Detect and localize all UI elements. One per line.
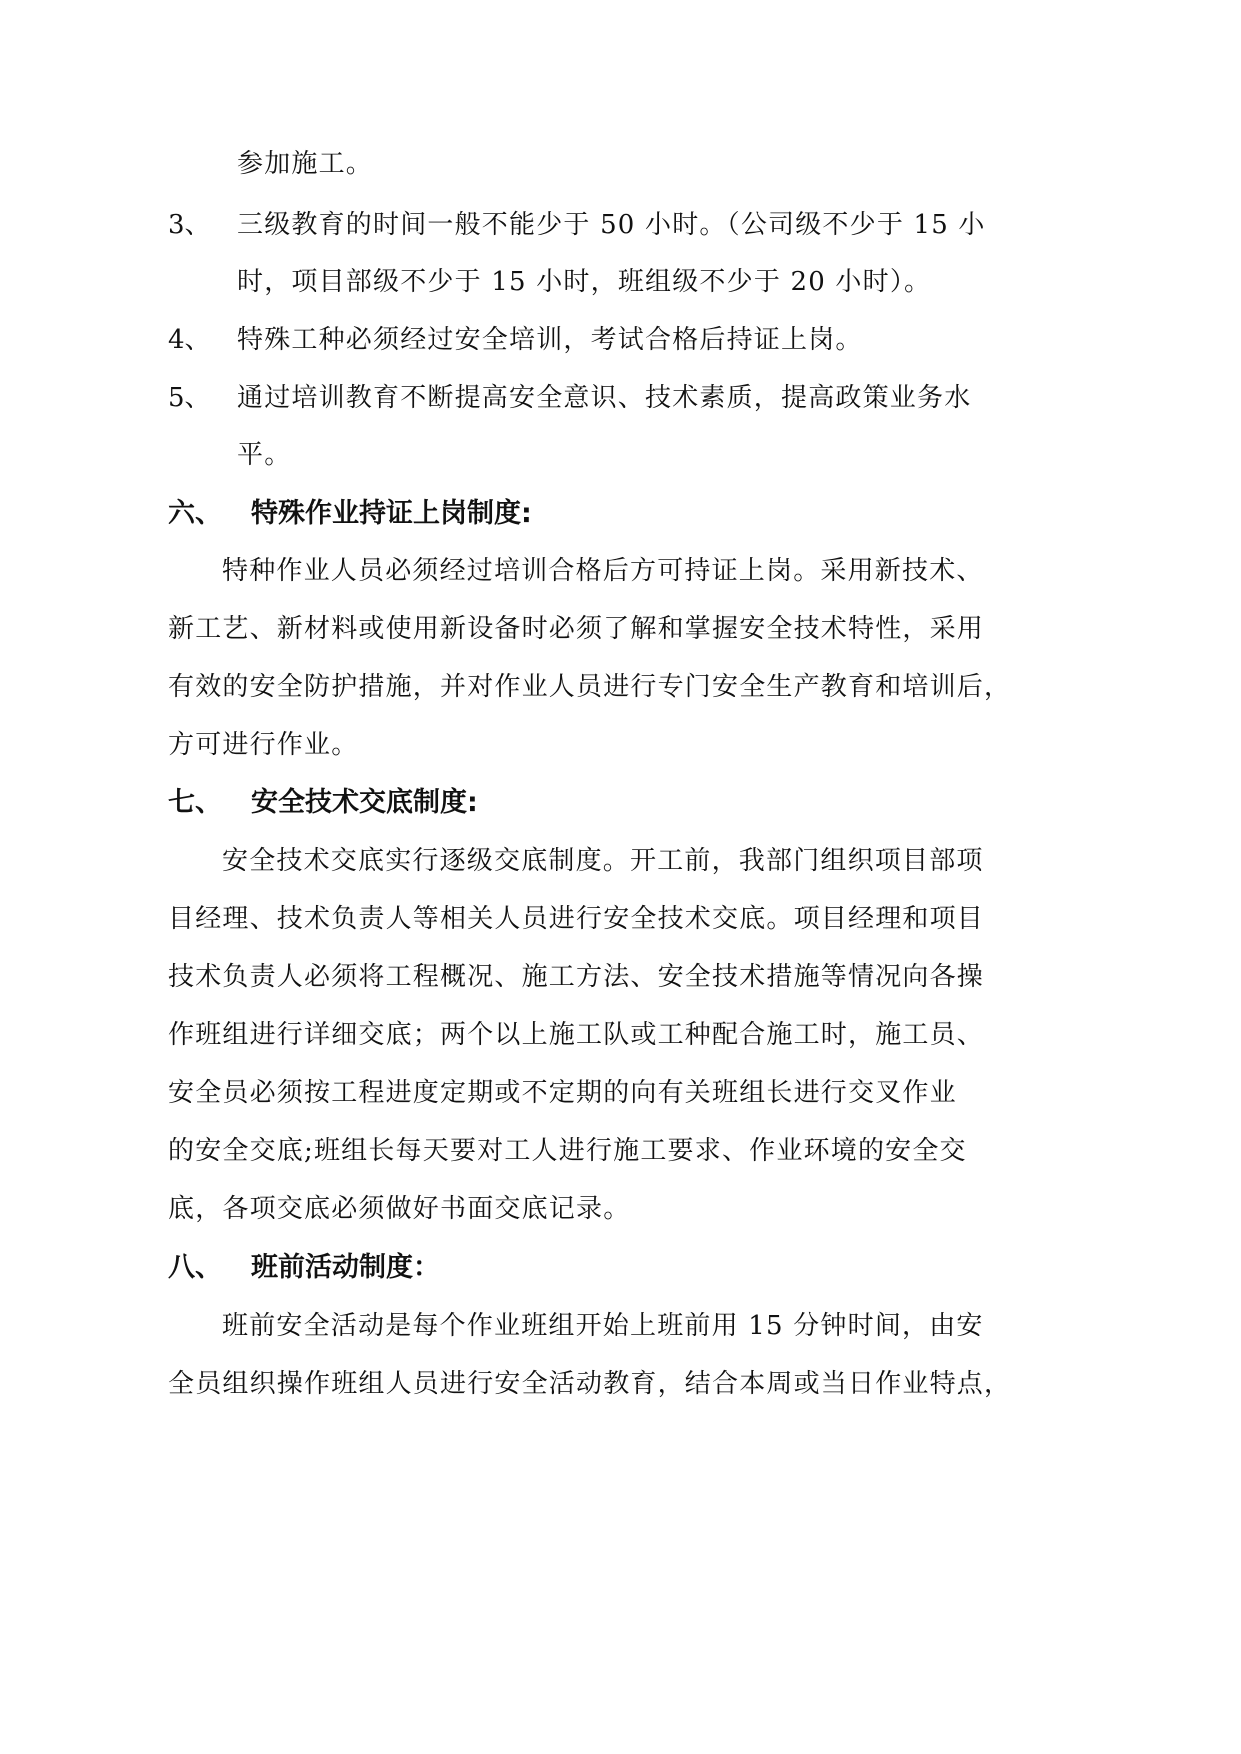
paragraph-line: 班前安全活动是每个作业班组开始上班前用 15 分钟时间，由安: [222, 1311, 984, 1341]
list-item-text: 特殊工种必须经过安全培训，考试合格后持证上岗。: [237, 325, 863, 355]
paragraph-line: 目经理、技术负责人等相关人员进行安全技术交底。项目经理和项目: [168, 904, 985, 934]
section-number: 六、: [168, 498, 222, 529]
section-title: 班前活动制度：: [251, 1252, 440, 1283]
section-heading: [168, 496, 532, 532]
paragraph-line: 技术负责人必须将工程概况、施工方法、安全技术措施等情况向各操: [168, 962, 985, 992]
section-heading: [168, 785, 478, 821]
list-item-number: 5、: [168, 383, 211, 413]
section-title: 安全技术交底制度:: [251, 787, 478, 818]
paragraph-line: 特种作业人员必须经过培训合格后方可持证上岗。采用新技术、: [222, 556, 984, 586]
list-item-number: 4、: [168, 325, 211, 355]
paragraph-line: 方可进行作业。: [168, 730, 359, 760]
paragraph-line: 安全员必须按工程进度定期或不定期的向有关班组长进行交叉作业: [168, 1078, 957, 1108]
list-item-continuation: 参加施工。: [237, 149, 374, 179]
section-title: 特殊作业持证上岗制度:: [251, 498, 532, 529]
list-item-number: 3、: [168, 210, 211, 240]
list-item-text: 通过培训教育不断提高安全意识、技术素质，提高政策业务水: [237, 383, 972, 413]
list-item-text: 三级教育的时间一般不能少于 50 小时。（公司级不少于 15 小: [237, 210, 986, 240]
section-number: 七、: [168, 787, 222, 818]
paragraph-line: 全员组织操作班组人员进行安全活动教育，结合本周或当日作业特点，: [168, 1369, 1012, 1399]
paragraph-line: 作班组进行详细交底；两个以上施工队或工种配合施工时，施工员、: [168, 1020, 985, 1050]
paragraph-line: 底，各项交底必须做好书面交底记录。: [168, 1194, 631, 1224]
paragraph-line: 新工艺、新材料或使用新设备时必须了解和掌握安全技术特性，采用: [168, 614, 985, 644]
paragraph-line: 安全技术交底实行逐级交底制度。开工前，我部门组织项目部项: [222, 846, 984, 876]
section-heading: [168, 1250, 440, 1286]
paragraph-line: 有效的安全防护措施，并对作业人员进行专门安全生产教育和培训后，: [168, 672, 1012, 702]
list-item-text: 时，项目部级不少于 15 小时，班组级不少于 20 小时）。: [237, 267, 932, 297]
section-number: 八、: [168, 1252, 222, 1283]
paragraph-line: 的安全交底;班组长每天要对工人进行施工要求、作业环境的安全交: [168, 1136, 967, 1166]
list-item-text: 平。: [237, 440, 292, 470]
